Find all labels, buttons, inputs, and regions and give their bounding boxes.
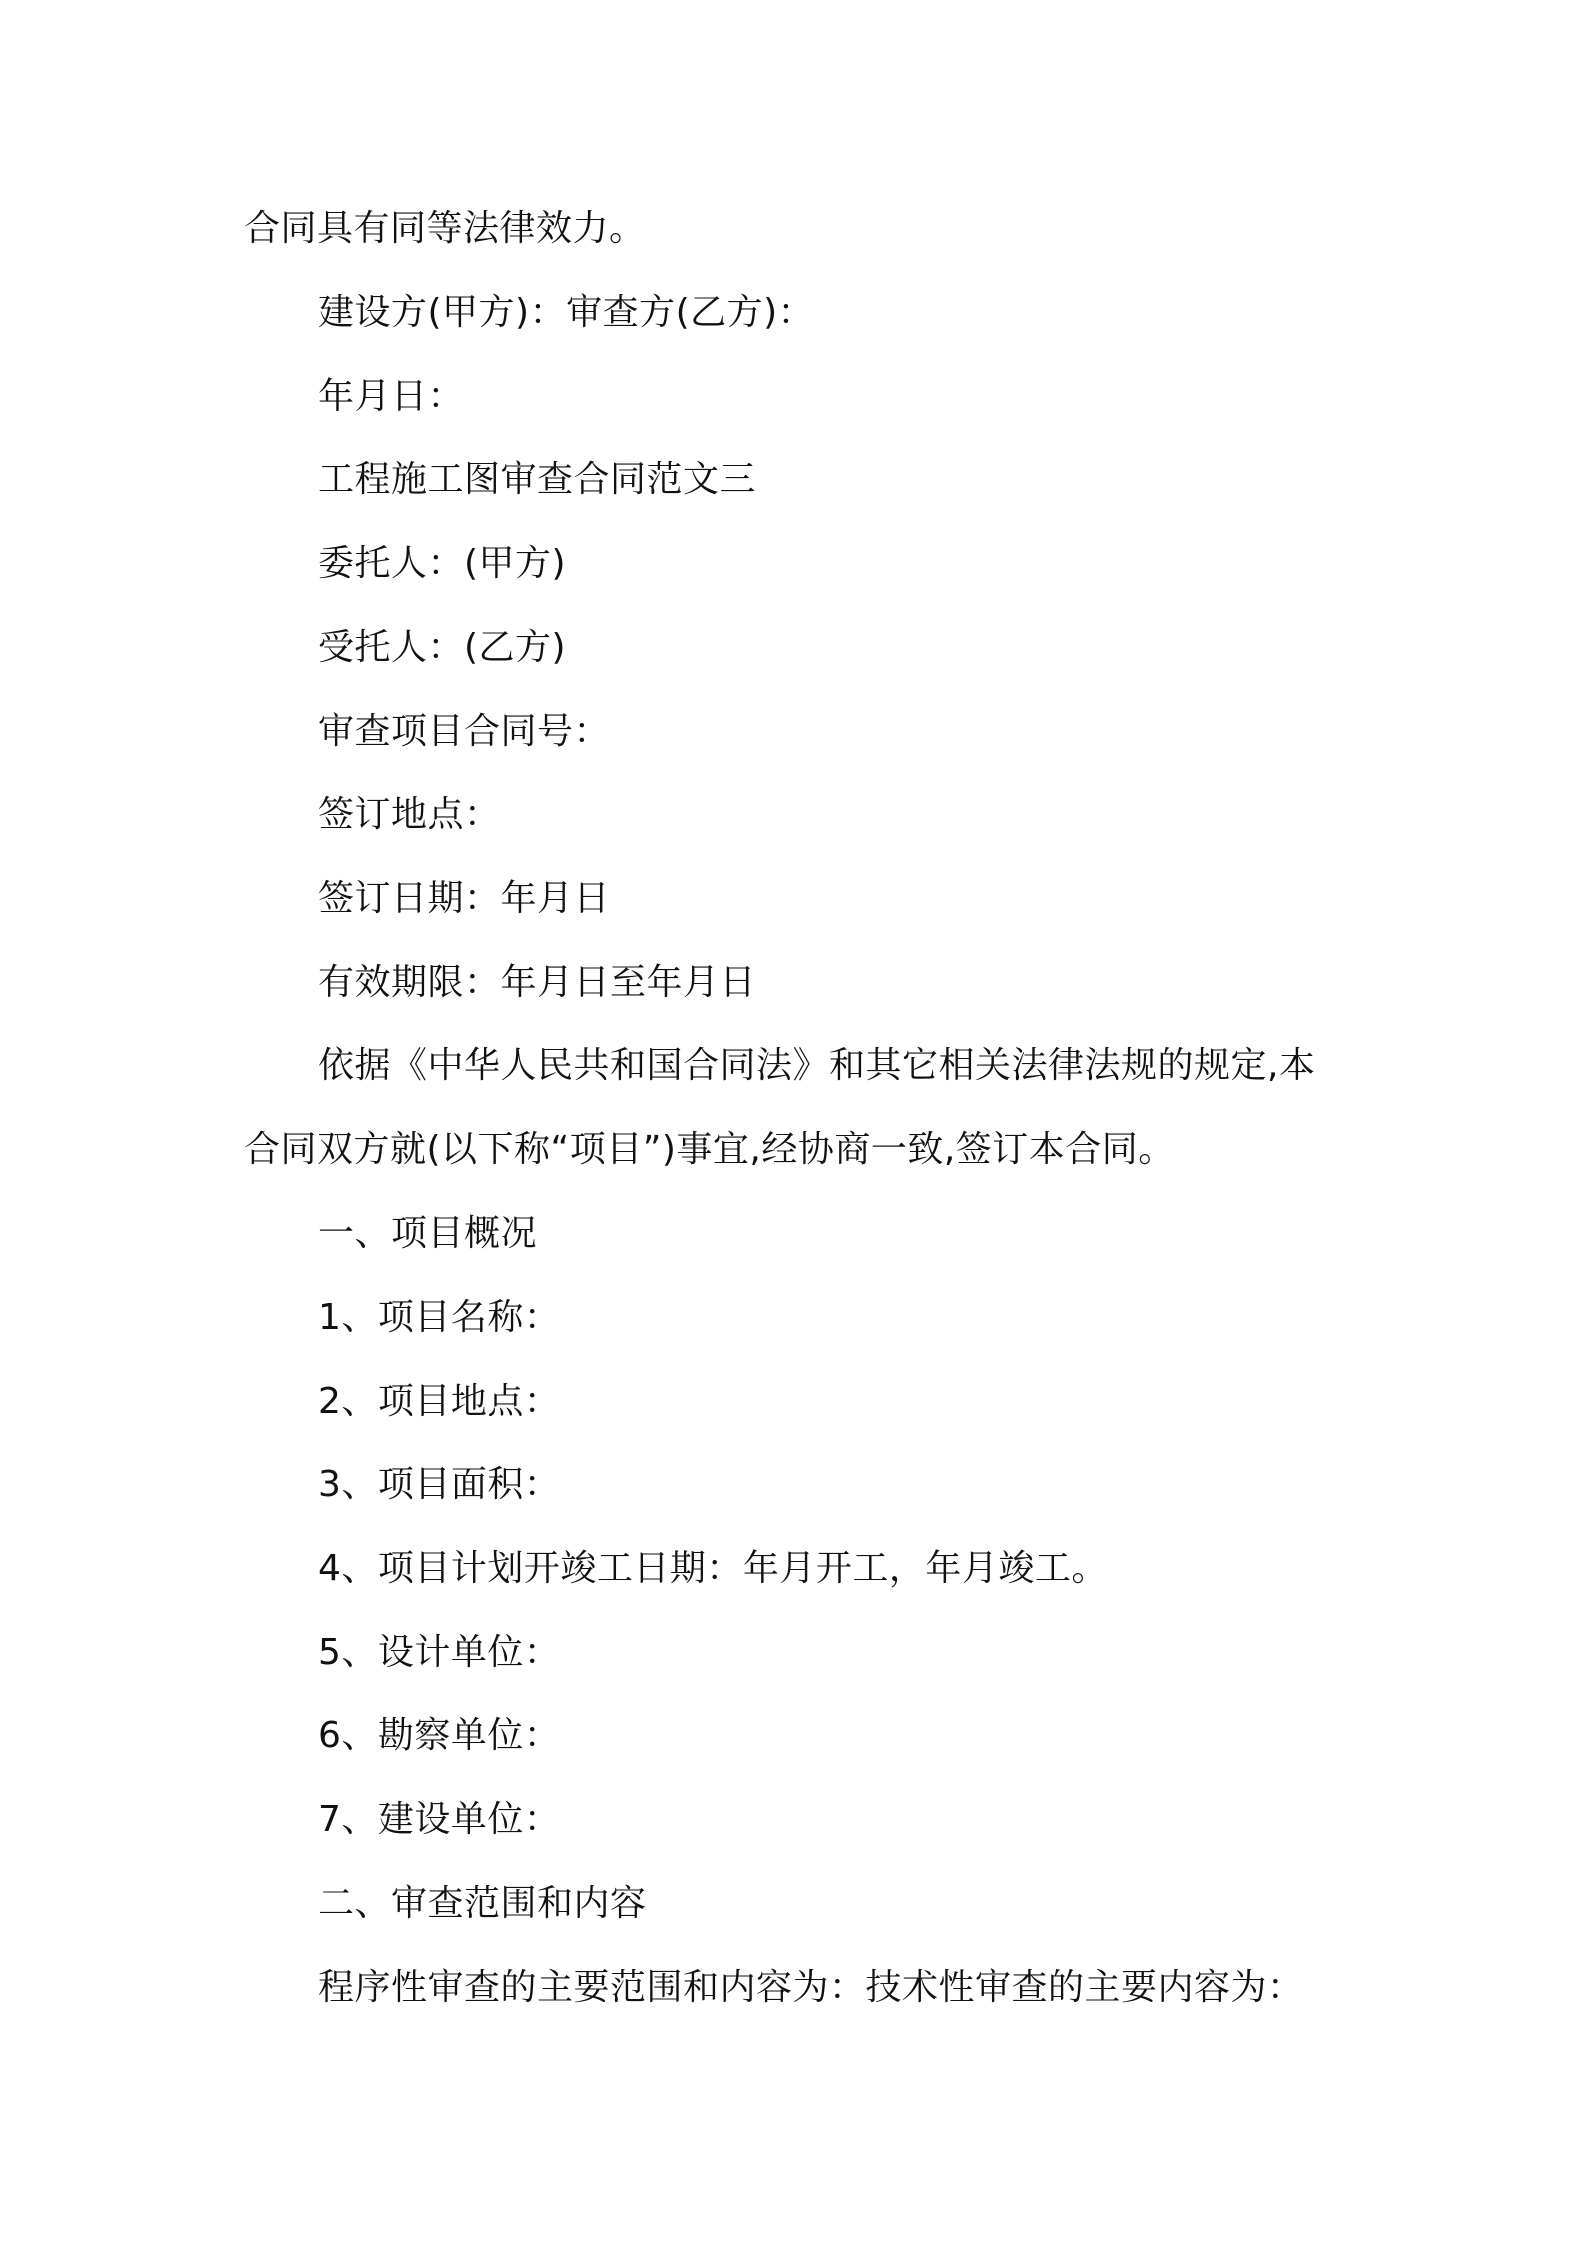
contract-number-line: 审查项目合同号： [318, 711, 611, 752]
paragraph-continuation: 合同具有同等法律效力。 [244, 208, 646, 249]
validity-line: 有效期限：年月日至年月日 [318, 962, 757, 1003]
client-line: 委托人：(甲方) [318, 543, 567, 584]
heading-review-scope: 二、审查范围和内容 [318, 1883, 647, 1924]
basis-paragraph-line-2: 合同双方就(以下称“项目”)事宜,经协商一致,签订本合同。 [244, 1129, 1175, 1170]
item-project-area: 3、项目面积： [318, 1464, 561, 1505]
signing-date-line: 签订日期：年月日 [318, 878, 611, 919]
review-content-line: 程序性审查的主要范围和内容为：技术性审查的主要内容为： [318, 1967, 1304, 2008]
contractor-line: 受托人：(乙方) [318, 627, 567, 668]
section-title: 工程施工图审查合同范文三 [318, 459, 757, 500]
item-project-schedule: 4、项目计划开竣工日期：年月开工，年月竣工。 [318, 1548, 1108, 1589]
date-line: 年月日： [318, 376, 465, 417]
heading-project-overview: 一、项目概况 [318, 1213, 538, 1254]
signing-place-line: 签订地点： [318, 794, 501, 835]
item-survey-unit: 6、勘察单位： [318, 1715, 561, 1756]
item-project-name: 1、项目名称： [318, 1297, 561, 1338]
item-design-unit: 5、设计单位： [318, 1632, 561, 1673]
item-construction-unit: 7、建设单位： [318, 1799, 561, 1840]
item-project-location: 2、项目地点： [318, 1381, 561, 1422]
basis-paragraph-line-1: 依据《中华人民共和国合同法》和其它相关法律法规的规定,本 [318, 1045, 1316, 1086]
parties-signature-line: 建设方(甲方)：审查方(乙方)： [318, 292, 815, 333]
